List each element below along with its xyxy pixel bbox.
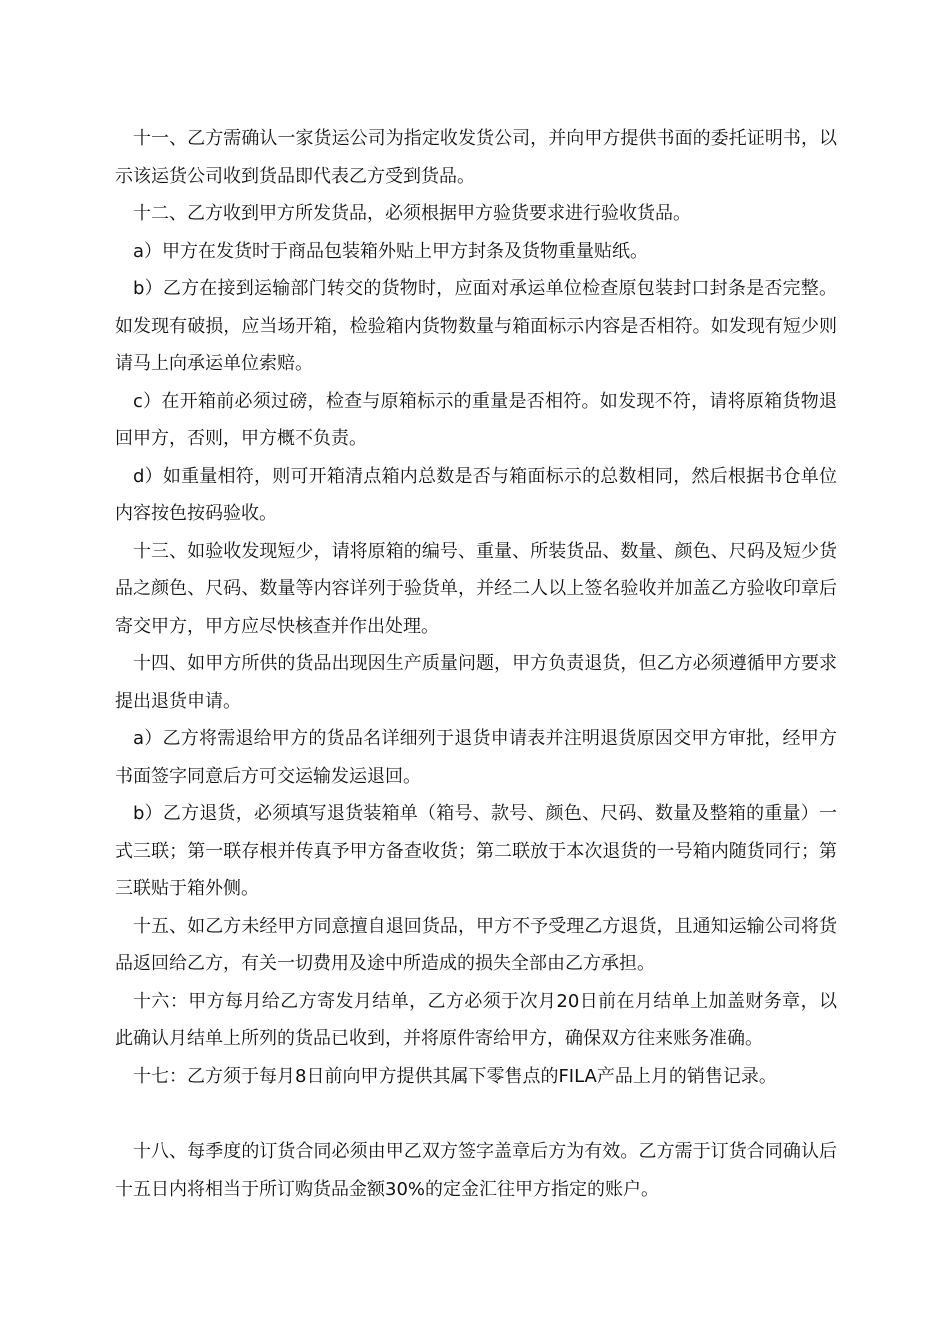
clause-14-a: a）乙方将需退给甲方的货品名详细列于退货申请表并注明退货原因交甲方审批，经甲方书面签字同意后方可交运输发运退回。 <box>115 728 837 787</box>
clause-15: 十五、如乙方未经甲方同意擅自退回货品，甲方不予受理乙方退货，且通知运输公司将货品返回给乙方，有关一切费用及途中所造成的损失全部由乙方承担。 <box>115 915 837 974</box>
clause-13: 十三、如验收发现短少，请将原箱的编号、重量、所装货品、数量、颜色、尺码及短少货品之颜色、尺码、数量等内容详列于验货单，并经二人以上签名验收并加盖乙方验收印章后寄交甲方，甲方应尽快核查并作出处理。 <box>115 540 837 637</box>
clause-11: 十一、乙方需确认一家货运公司为指定收发货公司，并向甲方提供书面的委托证明书，以示该运货公司收到货品即代表乙方受到货品。 <box>115 128 837 187</box>
clause-18: 十八、每季度的订货合同必须由甲乙双方签字盖章后方为有效。乙方需于订货合同确认后十五日内将相当于所订购货品金额30%的定金汇往甲方指定的账户。 <box>115 1141 837 1200</box>
clause-12: 十二、乙方收到甲方所发货品，必须根据甲方验货要求进行验收货品。 <box>133 203 691 224</box>
clause-12-d: d）如重量相符，则可开箱清点箱内总数是否与箱面标示的总数相同，然后根据书仓单位内容按色按码验收。 <box>115 465 837 524</box>
clause-12-c: c）在开箱前必须过磅，检查与原箱标示的重量是否相符。如发现不符，请将原箱货物退回甲方，否则，甲方概不负责。 <box>115 390 837 449</box>
clause-14: 十四、如甲方所供的货品出现因生产质量问题，甲方负责退货，但乙方必须遵循甲方要求提出退货申请。 <box>115 653 837 712</box>
clause-12-b: b）乙方在接到运输部门转交的货物时，应面对承运单位检查原包装封口封条是否完整。如发现有破损，应当场开箱，检验箱内货物数量与箱面标示内容是否相符。如发现有短少则请马上向承运单位索赔。 <box>115 278 837 374</box>
clause-16: 十六：甲方每月给乙方寄发月结单，乙方必须于次月20日前在月结单上加盖财务章，以此确认月结单上所列的货品已收到，并将原件寄给甲方，确保双方往来账务准确。 <box>115 990 837 1049</box>
clause-14-b: b）乙方退货，必须填写退货装箱单（箱号、款号、颜色、尺码、数量及整箱的重量）一式三联；第一联存根并传真予甲方备查收货；第二联放于本次退货的一号箱内随货同行；第三联贴于箱外侧。 <box>115 803 837 899</box>
clause-12-a: a）甲方在发货时于商品包装箱外贴上甲方封条及货物重量贴纸。 <box>133 240 649 262</box>
contract-body <box>115 120 837 1208</box>
clause-17: 十七：乙方须于每月8日前向甲方提供其属下零售点的FILA产品上月的销售记录。 <box>133 1065 777 1087</box>
